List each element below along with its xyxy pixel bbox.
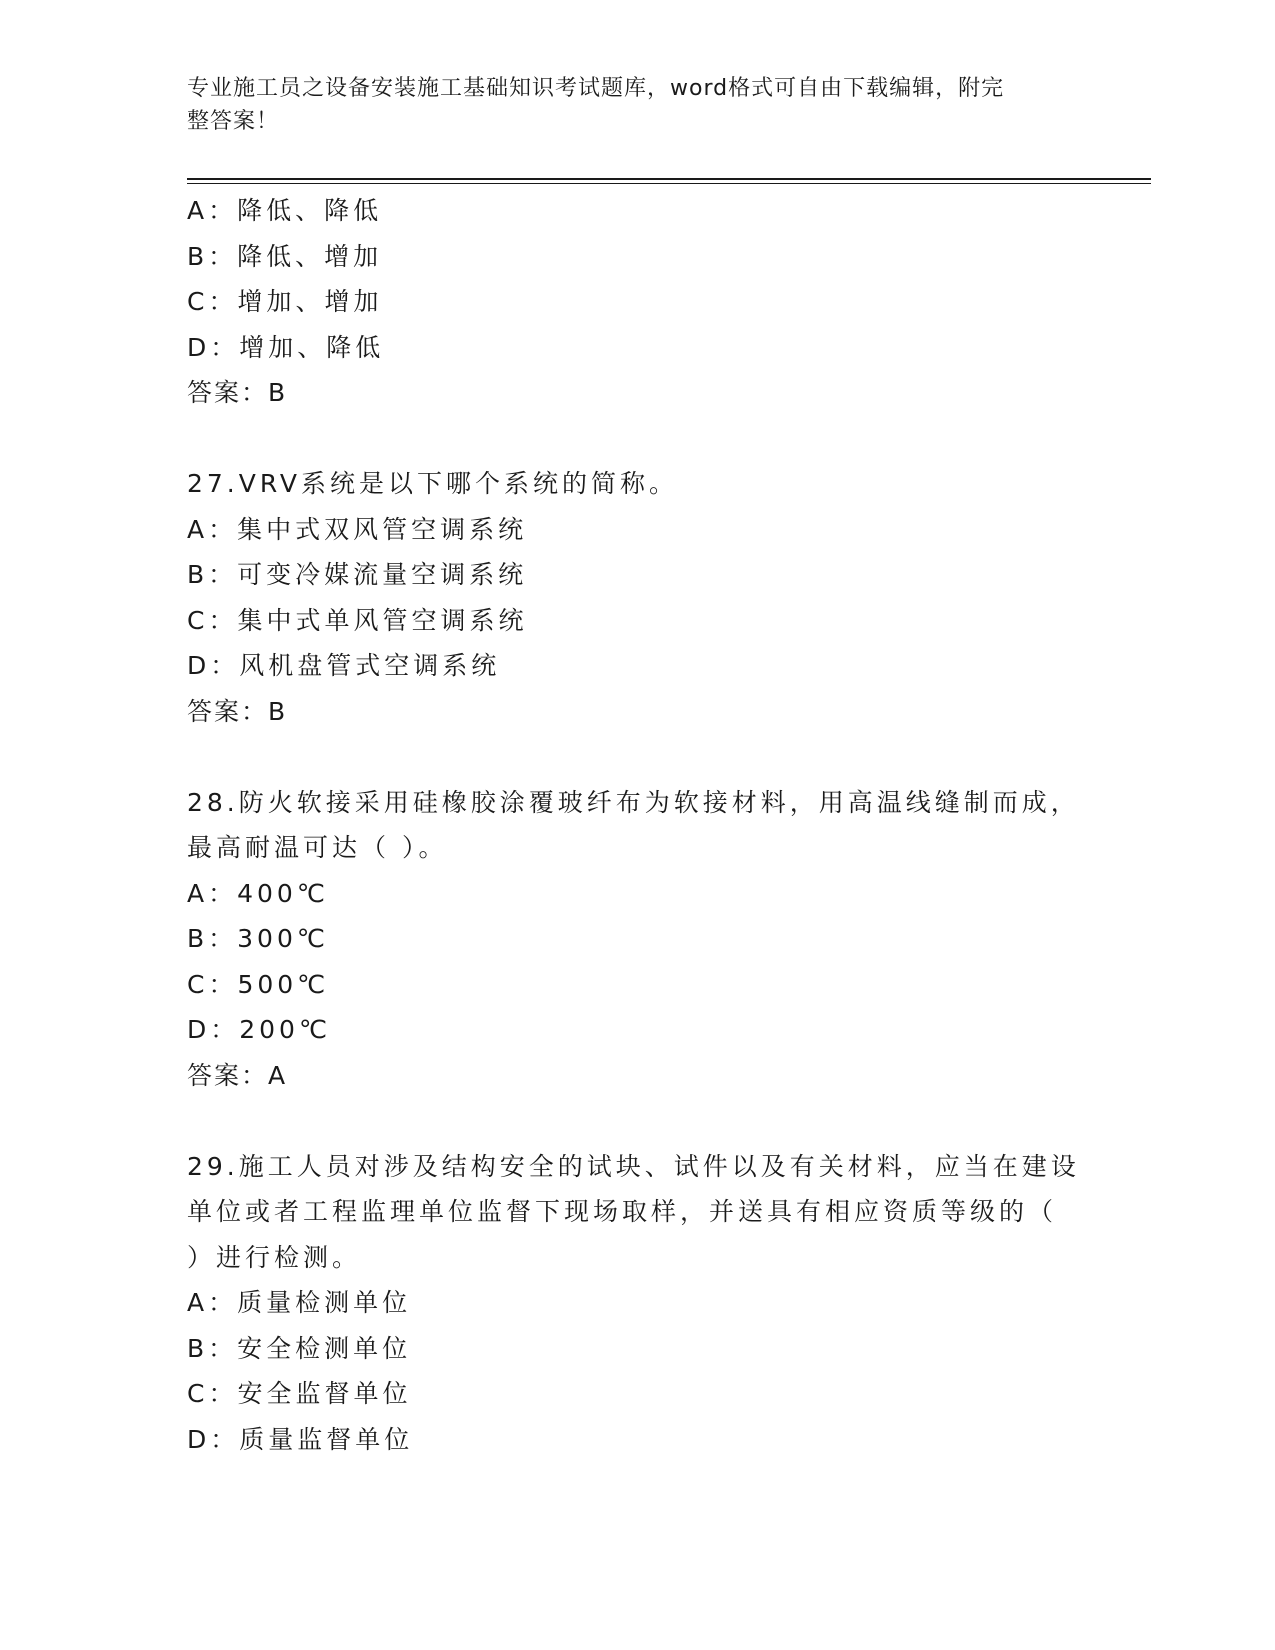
option-c: C：500℃ <box>187 969 330 999</box>
question-stem: 27.VRV系统是以下哪个系统的简称。 <box>187 469 678 498</box>
header-line-1: 专业施工员之设备安装施工基础知识考试题库，word格式可自由下载编辑，附完 <box>187 76 1005 101</box>
option-c: C：安全监督单位 <box>187 1379 412 1408</box>
question-stem-line-1: 28.防火软接采用硅橡胶涂覆玻纤布为软接材料，用高温线缝制而成， <box>187 787 1080 817</box>
option-a: A：400℃ <box>187 878 329 908</box>
option-a: A：集中式双风管空调系统 <box>187 514 528 544</box>
document-body <box>187 188 1087 1462</box>
option-a: A：质量检测单位 <box>187 1288 412 1317</box>
header-line-2: 整答案！ <box>187 109 280 134</box>
option-c: C：集中式单风管空调系统 <box>187 605 528 635</box>
question-28 <box>187 780 1087 1099</box>
question-stem-line-3: ）进行检测。 <box>187 1242 362 1272</box>
header-divider-thin <box>187 183 1151 184</box>
document-header <box>187 72 1067 138</box>
option-d: D：质量监督单位 <box>187 1424 414 1454</box>
answer-line: 答案：A <box>187 1060 288 1090</box>
question-26 <box>187 188 1087 416</box>
question-stem-line-2: 单位或者工程监理单位监督下现场取样，并送具有相应资质等级的（ <box>187 1197 1058 1226</box>
question-stem-line-1: 29.施工人员对涉及结构安全的试块、试件以及有关材料，应当在建设 <box>187 1151 1080 1181</box>
spacer <box>187 1098 1087 1144</box>
spacer <box>187 416 1087 462</box>
option-d: D：200℃ <box>187 1015 332 1044</box>
option-b: B：降低、增加 <box>187 241 383 271</box>
question-29 <box>187 1144 1087 1463</box>
option-c: C：增加、增加 <box>187 287 383 316</box>
answer-line: 答案：B <box>187 378 288 407</box>
option-b: B：安全检测单位 <box>187 1333 412 1363</box>
option-d: D：风机盘管式空调系统 <box>187 651 501 680</box>
option-d: D：增加、降低 <box>187 332 385 362</box>
question-27 <box>187 461 1087 734</box>
option-b: B：300℃ <box>187 924 329 953</box>
answer-line: 答案：B <box>187 696 288 726</box>
spacer <box>187 734 1087 780</box>
question-stem-line-2: 最高耐温可达（ ）。 <box>187 833 448 862</box>
option-b: B：可变冷媒流量空调系统 <box>187 560 528 589</box>
option-a: A：降低、降低 <box>187 196 383 225</box>
header-divider-thick <box>187 178 1151 180</box>
